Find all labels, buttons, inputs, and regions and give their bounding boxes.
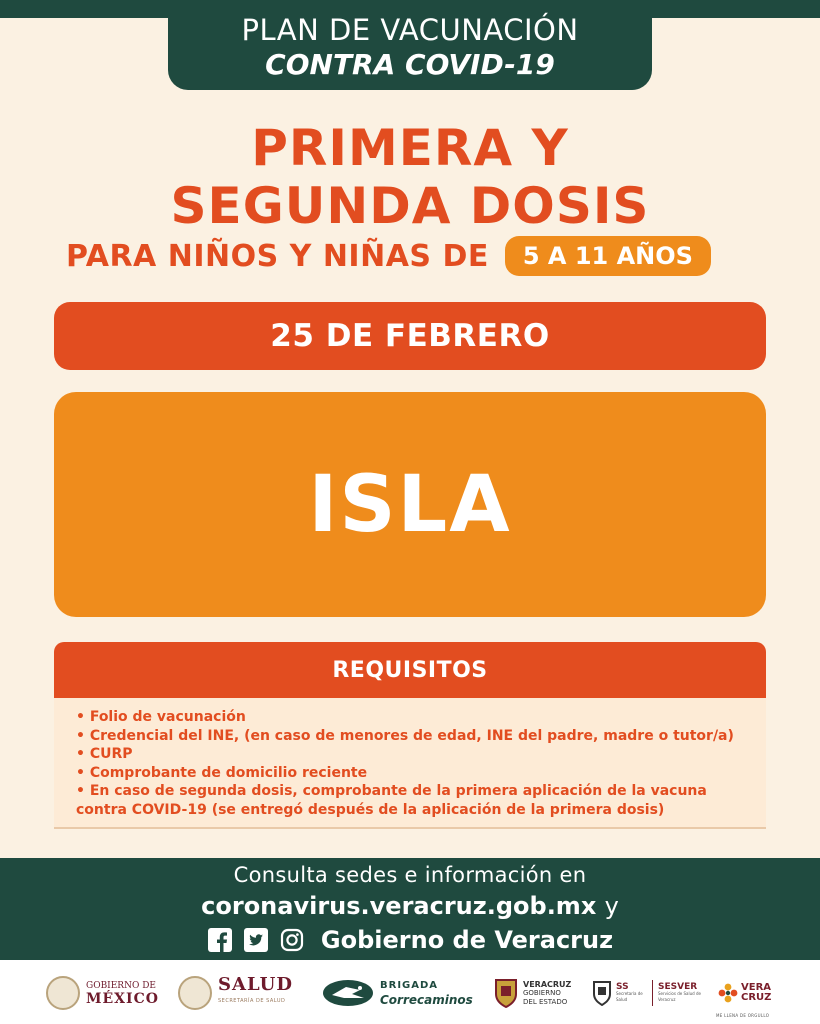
brigada-bottom: Correcaminos (380, 993, 473, 1007)
brigada-top: BRIGADA (380, 980, 439, 991)
salud-main: SALUD (218, 974, 293, 995)
sesver-label: SESVER (658, 982, 698, 992)
requirement-item: • CURP (76, 746, 133, 762)
requirement-item: • En caso de segunda dosis, comprobante de la primera aplicación de la vacuna (76, 783, 707, 799)
veracruz-line-3: DEL ESTADO (523, 997, 568, 1006)
location-box: ISLA (54, 392, 766, 617)
requirement-item: • Comprobante de domicilio reciente (76, 764, 368, 781)
social-line (0, 924, 820, 956)
salud-logo (178, 974, 293, 1012)
vera-bottom: CRUZ (741, 992, 772, 1003)
vera-top: VERA (741, 982, 772, 993)
age-range-badge: 5 A 11 AÑOS (505, 236, 711, 276)
veracruz-shield-icon (494, 978, 518, 1008)
twitter-icon[interactable] (243, 927, 269, 953)
facebook-icon[interactable] (207, 927, 233, 953)
ss-sub: Secretaría de Salud (616, 991, 643, 1002)
campaign-subtitle: CONTRA COVID-19 (265, 48, 555, 81)
social-account-name: Gobierno de Veracruz (320, 926, 614, 954)
veracruz-gobierno-logo (494, 974, 571, 1012)
info-text: Consulta sedes e información en (233, 863, 587, 887)
vera-tagline: ME LLENA DE ORGULLO (716, 1013, 770, 1018)
headline-line-2: SEGUNDA DOSIS (170, 177, 650, 235)
roadrunner-icon (322, 978, 374, 1008)
headline-line-1: PRIMERA Y (251, 119, 569, 177)
website-link[interactable]: coronavirus.veracruz.gob.mx (201, 892, 597, 920)
veracruz-orgullo-logo (718, 974, 771, 1012)
ss-emblem-icon (592, 980, 612, 1006)
brigada-correcaminos-logo (322, 974, 473, 1012)
ss-label: SS (616, 982, 629, 992)
requirement-item: • Folio de vacunación (76, 709, 246, 725)
requirements-panel (54, 642, 766, 829)
gob-mexico-top: GOBIERNO DE (86, 981, 156, 991)
logo-divider (652, 980, 653, 1006)
ss-sesver-logo (592, 974, 702, 1012)
info-url-line (0, 890, 820, 922)
audience-line (66, 236, 711, 276)
gobierno-mexico-logo (46, 974, 159, 1012)
veracruz-line-1: VERACRUZ (523, 979, 572, 989)
audience-text: PARA NIÑOS Y NIÑAS DE (66, 238, 489, 274)
campaign-banner (168, 0, 652, 90)
salud-seal-icon (178, 976, 212, 1010)
info-footer (0, 858, 820, 960)
requirement-item: • Credencial del INE, (en caso de menores de edad, INE del padre, madre o tutor/a) (76, 727, 734, 744)
salud-sub: SECRETARÍA DE SALUD (218, 998, 286, 1004)
veracruz-line-2: GOBIERNO (523, 988, 561, 997)
veracruz-flower-icon (718, 983, 738, 1003)
date-banner: 25 DE FEBRERO (54, 302, 766, 370)
requirement-item: contra COVID-19 (se entregó después de la aplicación de la primera dosis) (76, 801, 665, 818)
requirements-list (54, 698, 766, 819)
requirements-title: REQUISITOS (54, 642, 766, 698)
national-seal-icon (46, 976, 80, 1010)
gob-mexico-bottom: MÉXICO (86, 991, 159, 1007)
sesver-sub: Servicios de Salud de Veracruz (658, 991, 701, 1002)
sponsor-logos (0, 960, 820, 1024)
campaign-title: PLAN DE VACUNACIÓN (241, 13, 579, 47)
instagram-icon[interactable] (279, 927, 305, 953)
conjunction-text: y (604, 892, 619, 920)
